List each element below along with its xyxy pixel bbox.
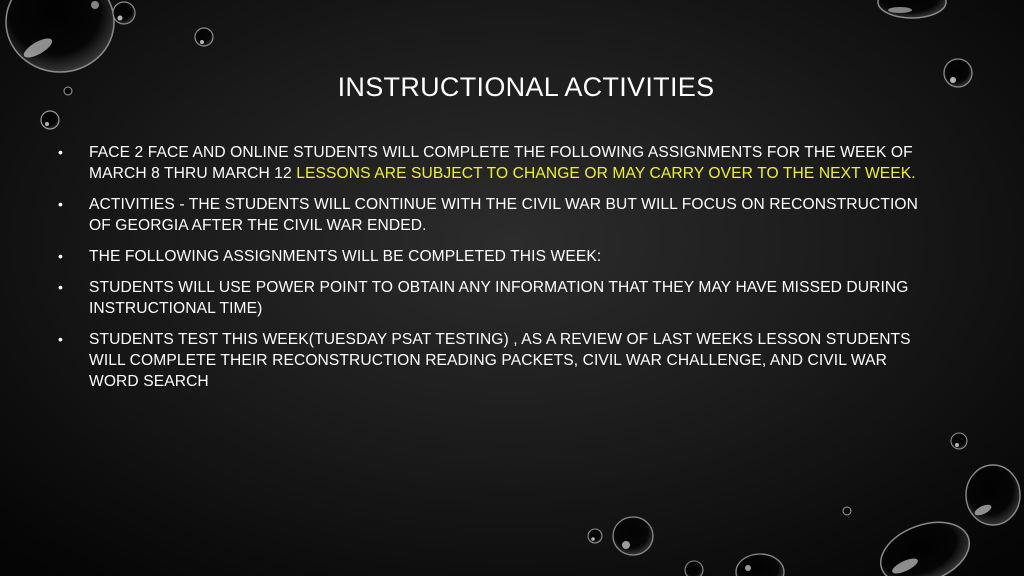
droplet-bottom-right-small-1 <box>951 433 967 449</box>
droplet-bottom-right-wide <box>872 511 978 576</box>
bullet-item-following-assignments <box>58 246 928 267</box>
bullet-dot: • <box>58 144 64 160</box>
bullet-item-assignments-week <box>58 142 928 184</box>
bullet-dot: • <box>58 196 64 212</box>
droplet-top-left-small <box>195 28 213 46</box>
droplet-top-left-medium <box>113 2 135 24</box>
bullet-highlight-text: LESSONS ARE SUBJECT TO CHANGE OR MAY CARRY OVER TO THE NEXT WEEK. <box>296 165 916 182</box>
droplet-bottom-right-medium-2 <box>736 554 784 576</box>
droplet-bottom-right-tiny <box>843 507 851 515</box>
bullet-dot: • <box>58 248 64 264</box>
bullet-list <box>58 142 928 402</box>
droplet-bottom-right-small-2 <box>588 529 602 543</box>
bullet-item-test-week <box>58 329 928 392</box>
slide-title: INSTRUCTIONAL ACTIVITIES <box>337 72 715 102</box>
droplet-left-small <box>41 111 59 129</box>
bullet-item-power-point <box>58 277 928 319</box>
droplet-top-left-large <box>6 0 114 72</box>
droplet-bottom-right-medium-1 <box>613 517 653 555</box>
bullet-item-activities <box>58 194 928 236</box>
droplet-bottom-right-large <box>966 465 1020 525</box>
bullet-text: FACE 2 FACE AND ONLINE STUDENTS WILL COMPLETE THE FOLLOWING ASSIGNMENTS FOR THE WEEK OF MARCH 8 THRU MARCH 12 <box>89 144 913 182</box>
bullet-text: THE FOLLOWING ASSIGNMENTS WILL BE COMPLETED THIS WEEK: <box>89 248 602 265</box>
bullet-dot: • <box>58 279 64 295</box>
droplet-bottom-right-small-3 <box>685 561 703 576</box>
bullet-dot: • <box>58 331 64 347</box>
bullet-text: ACTIVITIES - THE STUDENTS WILL CONTINUE WITH THE CIVIL WAR BUT WILL FOCUS ON RECONSTRUCTION OF GEORGIA AFTER THE CIVIL WAR ENDED. <box>89 196 918 234</box>
bullet-text: STUDENTS TEST THIS WEEK(TUESDAY PSAT TESTING) , AS A REVIEW OF LAST WEEKS LESSON STUDENTS WILL COMPLETE THEIR RECONSTRUCTION READING PACKETS, CIVIL WAR CHALLENGE, AND CIVIL WAR WORD SEARCH <box>89 331 911 390</box>
bullet-text: STUDENTS WILL USE POWER POINT TO OBTAIN ANY INFORMATION THAT THEY MAY HAVE MISSED DURING INSTRUCTIONAL TIME) <box>89 279 909 317</box>
droplet-top-right-large <box>878 0 946 18</box>
